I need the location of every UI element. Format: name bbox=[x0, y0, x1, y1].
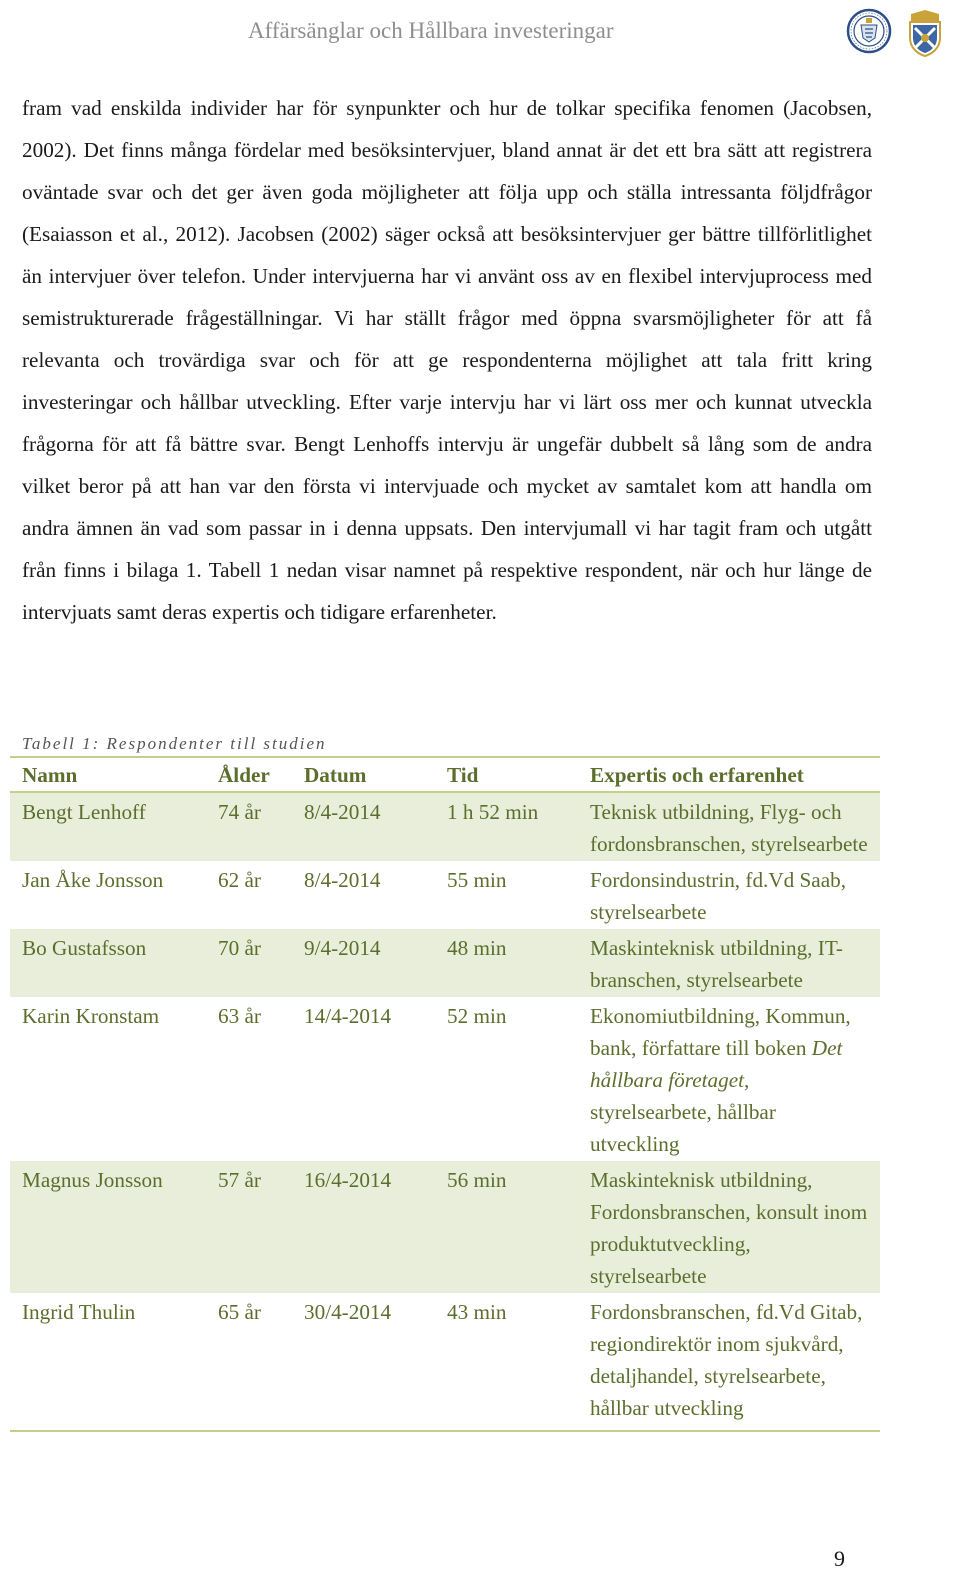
cell-namn: Jan Åke Jonsson bbox=[22, 868, 164, 892]
cell-namn: Karin Kronstam bbox=[22, 1004, 160, 1028]
cell-datum: 8/4-2014 bbox=[304, 868, 381, 892]
table-caption: Tabell 1: Respondenter till studien bbox=[22, 734, 327, 753]
page-number: 9 bbox=[834, 1546, 845, 1571]
cell-datum: 30/4-2014 bbox=[292, 1293, 435, 1431]
cell-expertis: Fordonsbranschen, fd.Vd Gitab, regiondirektör inom sjukvård, detaljhandel, styrelsearbete, hållbar utveckling bbox=[578, 1293, 880, 1431]
cell-tid: 1 h 52 min bbox=[435, 792, 578, 861]
column-header-namn: Namn bbox=[10, 757, 206, 792]
cell-alder: 63 år bbox=[218, 1004, 261, 1028]
cell-expertis: Teknisk utbildning, Flyg- och fordonsbranschen, styrelsearbete bbox=[578, 792, 880, 861]
header-title: Affärsänglar och Hållbara investeringar bbox=[248, 18, 614, 43]
expertis-text-pre: Ekonomiutbildning, Kommun, bank, författare till boken bbox=[590, 1004, 851, 1060]
cell-expertis: Fordonsindustrin, fd.Vd Saab, styrelsearbete bbox=[590, 868, 847, 924]
cell-namn: Ingrid Thulin bbox=[10, 1293, 206, 1431]
column-header-expertis: Expertis och erfarenhet bbox=[578, 757, 880, 792]
cell-namn: Bengt Lenhoff bbox=[10, 792, 206, 861]
column-header-datum: Datum bbox=[292, 757, 435, 792]
cell-expertis: Maskinteknisk utbildning, Fordonsbranschen, konsult inom produktutveckling, styrelsearbete bbox=[578, 1161, 880, 1293]
table-row bbox=[10, 861, 880, 929]
cell-alder: 74 år bbox=[206, 792, 292, 861]
body-paragraph: fram vad enskilda individer har för synpunkter och hur de tolkar specifika fenomen (Jacobsen, 2002). Det finns många fördelar med besöksintervjuer, bland annat är det ett bra sätt att registrera oväntade svar och det ger även goda möjligheter att följa upp och ställa intressanta följdfrågor (Esaiasson et al., 2012). Jacobsen (2002) säger också att besöksintervjuer ger bättre tillförlitlighet än intervjuer över telefon. Under intervjuerna har vi använt oss av en flexibel intervjuprocess med semistrukturerade frågeställningar. Vi har ställt frågor med öppna svarsmöjligheter för att få relevanta och trovärdiga svar och för att ge respondenterna möjlighet att tala fritt kring investeringar och hållbar utveckling. Efter varje intervju har vi lärt oss mer och kunnat utveckla frågorna för att få bättre svar. Bengt Lenhoffs intervju är ungefär dubbelt så lång som de andra vilket beror på att han var den första vi intervjuade och mycket av samtalet kom att handla om andra ämnen än vad som passar in i denna uppsats. Den intervjumall vi har tagit fram och utgått från finns i bilaga 1. Tabell 1 nedan visar namnet på respektive respondent, när och hur länge de intervjuats samt deras expertis och tidigare erfarenheter. bbox=[22, 96, 872, 624]
cell-datum: 8/4-2014 bbox=[292, 792, 435, 861]
school-crest-logo-icon bbox=[903, 8, 947, 63]
cell-datum: 16/4-2014 bbox=[292, 1161, 435, 1293]
cell-datum: 9/4-2014 bbox=[292, 929, 435, 997]
cell-alder: 57 år bbox=[206, 1161, 292, 1293]
cell-tid: 52 min bbox=[447, 1004, 507, 1028]
expertis-text-post: , styrelsearbete, hållbar utveckling bbox=[590, 1068, 776, 1156]
cell-expertis bbox=[578, 997, 880, 1161]
cell-alder: 70 år bbox=[206, 929, 292, 997]
book-title: Det hållbara företaget bbox=[590, 1036, 843, 1092]
table-row bbox=[10, 1161, 880, 1293]
column-header-alder: Ålder bbox=[206, 757, 292, 792]
cell-tid: 55 min bbox=[447, 868, 507, 892]
table-row bbox=[10, 1293, 880, 1431]
cell-tid: 56 min bbox=[435, 1161, 578, 1293]
cell-datum: 14/4-2014 bbox=[304, 1004, 392, 1028]
respondents-table bbox=[10, 756, 880, 1432]
cell-alder: 62 år bbox=[218, 868, 261, 892]
cell-alder: 65 år bbox=[206, 1293, 292, 1431]
table-row bbox=[10, 929, 880, 997]
cell-tid: 48 min bbox=[435, 929, 578, 997]
table-row bbox=[10, 792, 880, 861]
cell-namn: Bo Gustafsson bbox=[10, 929, 206, 997]
cell-expertis: Maskinteknisk utbildning, IT-branschen, styrelsearbete bbox=[578, 929, 880, 997]
cell-tid: 43 min bbox=[435, 1293, 578, 1431]
table-header-row bbox=[10, 757, 880, 792]
cell-namn: Magnus Jonsson bbox=[10, 1161, 206, 1293]
table-row bbox=[10, 997, 880, 1161]
column-header-tid: Tid bbox=[435, 757, 578, 792]
university-seal-logo-icon bbox=[846, 8, 892, 59]
